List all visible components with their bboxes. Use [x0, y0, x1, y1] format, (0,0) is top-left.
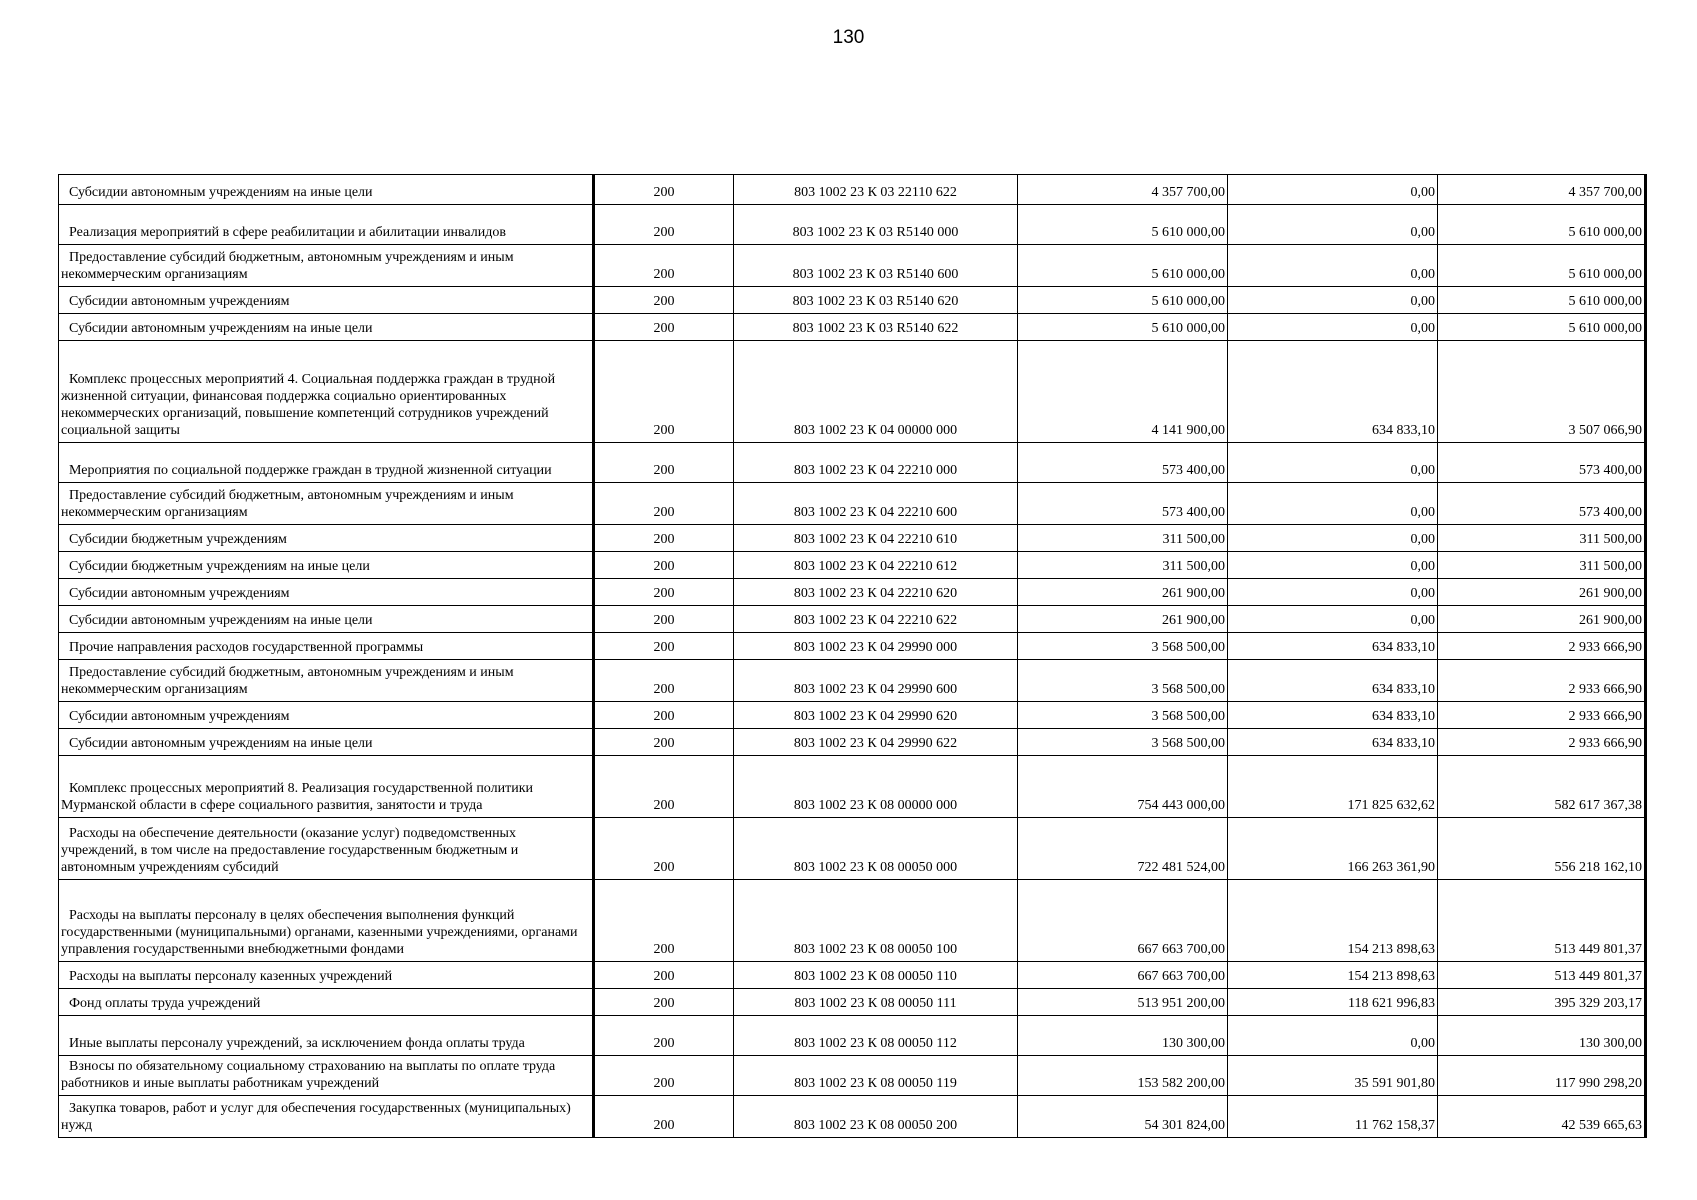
row-label: Расходы на выплаты персоналу казенных учреждений [69, 968, 393, 984]
cell-line-code: 200 [594, 579, 734, 606]
table-row [59, 660, 1646, 702]
cell-approved: 3 568 500,00 [1018, 633, 1228, 660]
cell-unexecuted: 311 500,00 [1438, 552, 1646, 579]
cell-approved: 261 900,00 [1018, 606, 1228, 633]
table-row [59, 552, 1646, 579]
cell-line-code: 200 [594, 287, 734, 314]
cell-approved: 754 443 000,00 [1018, 756, 1228, 818]
cell-line-code: 200 [594, 606, 734, 633]
cell-name [59, 702, 594, 729]
row-label: Субсидии автономным учреждениям на иные цели [69, 320, 373, 336]
cell-approved: 261 900,00 [1018, 579, 1228, 606]
cell-name [59, 552, 594, 579]
cell-line-code: 200 [594, 205, 734, 245]
cell-line-code: 200 [594, 633, 734, 660]
table-body [59, 175, 1646, 1138]
cell-approved: 311 500,00 [1018, 525, 1228, 552]
cell-executed: 634 833,10 [1228, 633, 1438, 660]
table-row [59, 1016, 1646, 1056]
cell-name [59, 525, 594, 552]
cell-line-code: 200 [594, 989, 734, 1016]
cell-line-code: 200 [594, 1056, 734, 1096]
cell-line-code: 200 [594, 660, 734, 702]
cell-unexecuted: 3 507 066,90 [1438, 341, 1646, 443]
cell-line-code: 200 [594, 1016, 734, 1056]
cell-unexecuted: 5 610 000,00 [1438, 287, 1646, 314]
cell-classification-code: 803 1002 23 К 04 22210 620 [734, 579, 1018, 606]
row-label: Иные выплаты персоналу учреждений, за исключением фонда оплаты труда [69, 1035, 525, 1051]
row-label: Субсидии бюджетным учреждениям [69, 531, 287, 547]
cell-line-code: 200 [594, 702, 734, 729]
cell-name [59, 756, 594, 818]
cell-executed: 634 833,10 [1228, 702, 1438, 729]
cell-executed: 11 762 158,37 [1228, 1096, 1438, 1138]
cell-executed: 154 213 898,63 [1228, 880, 1438, 962]
cell-approved: 3 568 500,00 [1018, 660, 1228, 702]
cell-line-code: 200 [594, 552, 734, 579]
row-label: Закупка товаров, работ и услуг для обеспечения государственных (муниципальных) нужд [61, 1101, 571, 1134]
cell-line-code: 200 [594, 245, 734, 287]
cell-approved: 5 610 000,00 [1018, 245, 1228, 287]
table-row [59, 205, 1646, 245]
cell-name [59, 175, 594, 205]
cell-classification-code: 803 1002 23 К 04 22210 612 [734, 552, 1018, 579]
cell-classification-code: 803 1002 23 К 03 22110 622 [734, 175, 1018, 205]
cell-executed: 0,00 [1228, 1016, 1438, 1056]
cell-approved: 573 400,00 [1018, 443, 1228, 483]
cell-executed: 0,00 [1228, 314, 1438, 341]
table-row [59, 287, 1646, 314]
cell-approved: 4 357 700,00 [1018, 175, 1228, 205]
cell-name [59, 1096, 594, 1138]
cell-classification-code: 803 1002 23 К 03 R5140 000 [734, 205, 1018, 245]
table-row [59, 606, 1646, 633]
table-row [59, 314, 1646, 341]
row-label: Субсидии автономным учреждениям [69, 585, 290, 601]
cell-executed: 0,00 [1228, 175, 1438, 205]
table-row [59, 1056, 1646, 1096]
cell-unexecuted: 2 933 666,90 [1438, 702, 1646, 729]
cell-executed: 0,00 [1228, 443, 1438, 483]
cell-name [59, 606, 594, 633]
cell-line-code: 200 [594, 729, 734, 756]
cell-unexecuted: 556 218 162,10 [1438, 818, 1646, 880]
cell-name [59, 443, 594, 483]
cell-classification-code: 803 1002 23 К 03 R5140 620 [734, 287, 1018, 314]
cell-executed: 634 833,10 [1228, 341, 1438, 443]
table-row [59, 702, 1646, 729]
cell-unexecuted: 2 933 666,90 [1438, 729, 1646, 756]
cell-executed: 0,00 [1228, 205, 1438, 245]
page-number: 130 [832, 27, 865, 48]
cell-classification-code: 803 1002 23 К 08 00050 110 [734, 962, 1018, 989]
cell-approved: 3 568 500,00 [1018, 702, 1228, 729]
table-row [59, 443, 1646, 483]
cell-unexecuted: 130 300,00 [1438, 1016, 1646, 1056]
cell-unexecuted: 4 357 700,00 [1438, 175, 1646, 205]
row-label: Субсидии автономным учреждениям на иные цели [69, 612, 373, 628]
cell-line-code: 200 [594, 443, 734, 483]
cell-approved: 667 663 700,00 [1018, 962, 1228, 989]
cell-approved: 4 141 900,00 [1018, 341, 1228, 443]
cell-classification-code: 803 1002 23 К 08 00050 112 [734, 1016, 1018, 1056]
cell-line-code: 200 [594, 818, 734, 880]
cell-approved: 573 400,00 [1018, 483, 1228, 525]
row-label: Расходы на выплаты персоналу в целях обеспечения выполнения функций государственными (муниципальными) органами, казенными учреждениями, органами управления государственными внебюджетными фондами [61, 907, 578, 957]
table-row [59, 341, 1646, 443]
cell-unexecuted: 2 933 666,90 [1438, 660, 1646, 702]
cell-classification-code: 803 1002 23 К 04 22210 610 [734, 525, 1018, 552]
table-row [59, 962, 1646, 989]
cell-classification-code: 803 1002 23 К 03 R5140 622 [734, 314, 1018, 341]
row-label: Предоставление субсидий бюджетным, автономным учреждениям и иным некоммерческим организациям [61, 487, 514, 520]
table-row [59, 579, 1646, 606]
cell-unexecuted: 573 400,00 [1438, 443, 1646, 483]
cell-classification-code: 803 1002 23 К 08 00000 000 [734, 756, 1018, 818]
row-label: Предоставление субсидий бюджетным, автономным учреждениям и иным некоммерческим организациям [61, 249, 514, 282]
cell-unexecuted: 117 990 298,20 [1438, 1056, 1646, 1096]
table-row [59, 880, 1646, 962]
cell-classification-code: 803 1002 23 К 08 00050 100 [734, 880, 1018, 962]
cell-approved: 130 300,00 [1018, 1016, 1228, 1056]
cell-classification-code: 803 1002 23 К 04 00000 000 [734, 341, 1018, 443]
cell-executed: 35 591 901,80 [1228, 1056, 1438, 1096]
cell-approved: 513 951 200,00 [1018, 989, 1228, 1016]
cell-name [59, 660, 594, 702]
cell-line-code: 200 [594, 341, 734, 443]
cell-executed: 118 621 996,83 [1228, 989, 1438, 1016]
cell-name [59, 1016, 594, 1056]
cell-approved: 54 301 824,00 [1018, 1096, 1228, 1138]
cell-classification-code: 803 1002 23 К 08 00050 119 [734, 1056, 1018, 1096]
table-row [59, 525, 1646, 552]
cell-unexecuted: 573 400,00 [1438, 483, 1646, 525]
cell-classification-code: 803 1002 23 К 08 00050 111 [734, 989, 1018, 1016]
table-row [59, 175, 1646, 205]
cell-executed: 0,00 [1228, 525, 1438, 552]
row-label: Мероприятия по социальной поддержке граждан в трудной жизненной ситуации [69, 462, 552, 478]
table-row [59, 633, 1646, 660]
cell-approved: 3 568 500,00 [1018, 729, 1228, 756]
cell-line-code: 200 [594, 314, 734, 341]
cell-executed: 0,00 [1228, 579, 1438, 606]
cell-approved: 667 663 700,00 [1018, 880, 1228, 962]
cell-unexecuted: 261 900,00 [1438, 579, 1646, 606]
cell-unexecuted: 5 610 000,00 [1438, 245, 1646, 287]
cell-name [59, 245, 594, 287]
table-row [59, 1096, 1646, 1138]
cell-line-code: 200 [594, 525, 734, 552]
cell-unexecuted: 5 610 000,00 [1438, 205, 1646, 245]
cell-executed: 171 825 632,62 [1228, 756, 1438, 818]
cell-name [59, 818, 594, 880]
cell-classification-code: 803 1002 23 К 04 29990 000 [734, 633, 1018, 660]
cell-approved: 153 582 200,00 [1018, 1056, 1228, 1096]
cell-line-code: 200 [594, 483, 734, 525]
cell-line-code: 200 [594, 1096, 734, 1138]
table-row [59, 245, 1646, 287]
cell-approved: 5 610 000,00 [1018, 205, 1228, 245]
cell-name [59, 880, 594, 962]
budget-execution-table [58, 174, 1647, 1138]
cell-name [59, 729, 594, 756]
row-label: Комплекс процессных мероприятий 4. Социальная поддержка граждан в трудной жизненной ситуации, финансовая поддержка социально ориентированных некоммерческих организаций, повышение компетенций сотрудников учреждений социальной защиты [61, 371, 556, 438]
row-label: Прочие направления расходов государственной программы [69, 639, 424, 655]
cell-executed: 154 213 898,63 [1228, 962, 1438, 989]
cell-name [59, 1056, 594, 1096]
cell-executed: 0,00 [1228, 552, 1438, 579]
table-row [59, 483, 1646, 525]
row-label: Субсидии автономным учреждениям на иные цели [69, 735, 373, 751]
table-row [59, 989, 1646, 1016]
cell-executed: 0,00 [1228, 245, 1438, 287]
cell-unexecuted: 261 900,00 [1438, 606, 1646, 633]
cell-unexecuted: 513 449 801,37 [1438, 880, 1646, 962]
cell-classification-code: 803 1002 23 К 08 00050 000 [734, 818, 1018, 880]
row-label: Субсидии автономным учреждениям [69, 293, 290, 309]
cell-approved: 5 610 000,00 [1018, 314, 1228, 341]
cell-classification-code: 803 1002 23 К 04 29990 600 [734, 660, 1018, 702]
cell-unexecuted: 42 539 665,63 [1438, 1096, 1646, 1138]
cell-name [59, 579, 594, 606]
cell-unexecuted: 5 610 000,00 [1438, 314, 1646, 341]
cell-name [59, 633, 594, 660]
row-label: Субсидии автономным учреждениям на иные цели [69, 184, 373, 200]
row-label: Взносы по обязательному социальному страхованию на выплаты по оплате труда работников и иные выплаты работникам учреждений [61, 1059, 556, 1092]
cell-classification-code: 803 1002 23 К 04 22210 600 [734, 483, 1018, 525]
cell-approved: 5 610 000,00 [1018, 287, 1228, 314]
cell-executed: 0,00 [1228, 483, 1438, 525]
cell-name [59, 205, 594, 245]
table-row [59, 818, 1646, 880]
cell-name [59, 341, 594, 443]
cell-unexecuted: 513 449 801,37 [1438, 962, 1646, 989]
row-label: Комплекс процессных мероприятий 8. Реализация государственной политики Мурманской области в сфере социального развития, занятости и труда [61, 780, 534, 813]
cell-classification-code: 803 1002 23 К 04 22210 000 [734, 443, 1018, 483]
cell-classification-code: 803 1002 23 К 08 00050 200 [734, 1096, 1018, 1138]
row-label: Субсидии автономным учреждениям [69, 708, 290, 724]
cell-classification-code: 803 1002 23 К 04 22210 622 [734, 606, 1018, 633]
cell-executed: 634 833,10 [1228, 660, 1438, 702]
row-label: Предоставление субсидий бюджетным, автономным учреждениям и иным некоммерческим организациям [61, 664, 514, 697]
cell-executed: 166 263 361,90 [1228, 818, 1438, 880]
cell-classification-code: 803 1002 23 К 04 29990 622 [734, 729, 1018, 756]
row-label: Расходы на обеспечение деятельности (оказание услуг) подведомственных учреждений, в том числе на предоставление государственным бюджетным и автономным учреждениям субсидий [61, 825, 519, 875]
cell-line-code: 200 [594, 175, 734, 205]
cell-unexecuted: 395 329 203,17 [1438, 989, 1646, 1016]
cell-executed: 0,00 [1228, 606, 1438, 633]
cell-classification-code: 803 1002 23 К 03 R5140 600 [734, 245, 1018, 287]
cell-name [59, 314, 594, 341]
cell-name [59, 483, 594, 525]
cell-unexecuted: 582 617 367,38 [1438, 756, 1646, 818]
cell-unexecuted: 2 933 666,90 [1438, 633, 1646, 660]
cell-executed: 0,00 [1228, 287, 1438, 314]
cell-name [59, 989, 594, 1016]
cell-line-code: 200 [594, 962, 734, 989]
cell-line-code: 200 [594, 756, 734, 818]
cell-line-code: 200 [594, 880, 734, 962]
table-row [59, 756, 1646, 818]
table-row [59, 729, 1646, 756]
cell-unexecuted: 311 500,00 [1438, 525, 1646, 552]
row-label: Субсидии бюджетным учреждениям на иные цели [69, 558, 370, 574]
cell-name [59, 962, 594, 989]
cell-executed: 634 833,10 [1228, 729, 1438, 756]
cell-approved: 311 500,00 [1018, 552, 1228, 579]
cell-name [59, 287, 594, 314]
row-label: Реализация мероприятий в сфере реабилитации и абилитации инвалидов [69, 224, 506, 240]
cell-classification-code: 803 1002 23 К 04 29990 620 [734, 702, 1018, 729]
cell-approved: 722 481 524,00 [1018, 818, 1228, 880]
row-label: Фонд оплаты труда учреждений [69, 995, 261, 1011]
